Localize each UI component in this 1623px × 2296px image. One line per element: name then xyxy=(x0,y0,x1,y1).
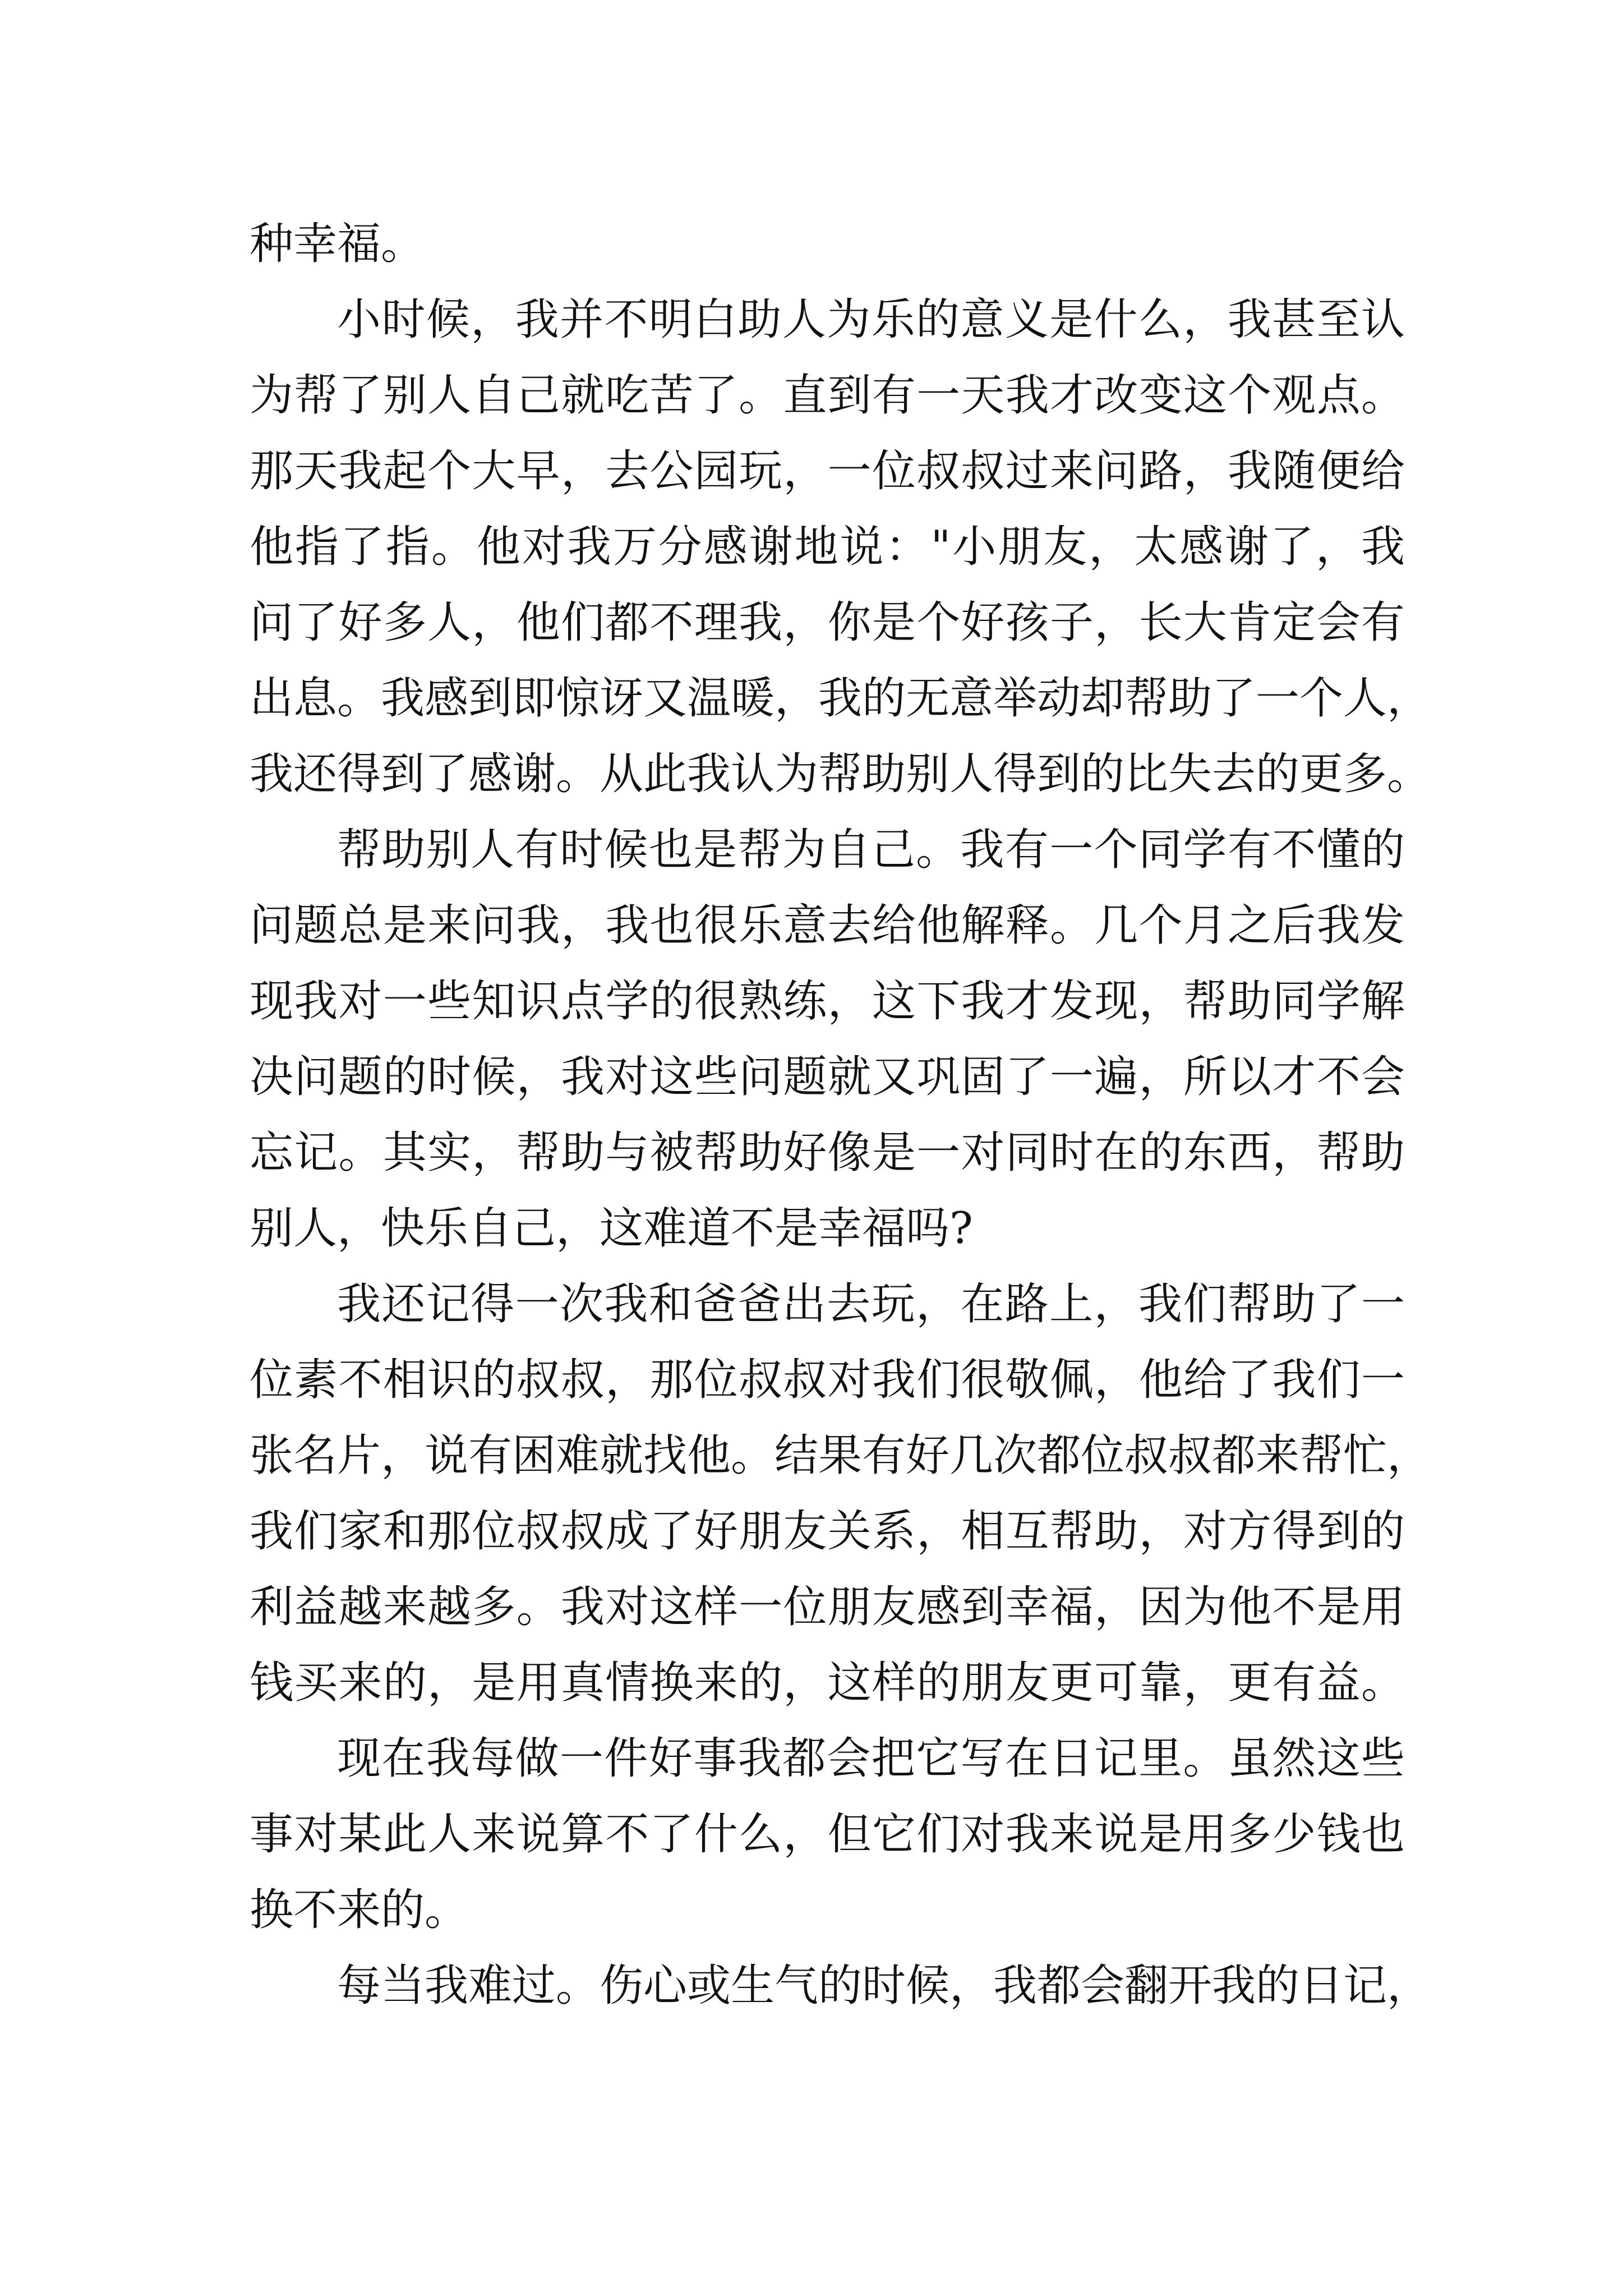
text-line: 小时候，我并不明白助人为乐的意义是什么，我甚至认 xyxy=(337,295,1405,345)
text-line: 为帮了别人自己就吃苦了。直到有一天我才改变这个观点。 xyxy=(250,370,1405,421)
text-line: 利益越来越多。我对这样一位朋友感到幸福，因为他不是用 xyxy=(250,1582,1405,1632)
text-line: 别人，快乐自己，这难道不是幸福吗? xyxy=(250,1203,973,1254)
text-line: 我还记得一次我和爸爸出去玩，在路上，我们帮助了一 xyxy=(337,1279,1405,1329)
text-line: 每当我难过。伤心或生气的时候，我都会翻开我的日记， xyxy=(337,1961,1431,2011)
text-line: 现在我每做一件好事我都会把它写在日记里。虽然这些 xyxy=(337,1733,1405,1784)
text-line: 忘记。其实，帮助与被帮助好像是一对同时在的东西，帮助 xyxy=(250,1128,1405,1178)
text-line: 他指了指。他对我万分感谢地说："小朋友，太感谢了，我 xyxy=(250,522,1405,572)
text-line: 帮助别人有时候也是帮为自己。我有一个同学有不懂的 xyxy=(337,825,1405,875)
text-line: 问题总是来问我，我也很乐意去给他解释。几个月之后我发 xyxy=(250,900,1405,951)
text-line: 问了好多人，他们都不理我，你是个好孩子，长大肯定会有 xyxy=(250,597,1405,648)
text-line: 位素不相识的叔叔，那位叔叔对我们很敬佩，他给了我们一 xyxy=(250,1355,1405,1405)
text-line: 我还得到了感谢。从此我认为帮助别人得到的比失去的更多。 xyxy=(250,749,1431,799)
text-line: 换不来的。 xyxy=(250,1885,469,1935)
text-line: 种幸福。 xyxy=(250,219,425,269)
text-line: 我们家和那位叔叔成了好朋友关系，相互帮助，对方得到的 xyxy=(250,1506,1405,1557)
text-line: 事对某此人来说算不了什么，但它们对我来说是用多少钱也 xyxy=(250,1809,1405,1860)
text-line: 现我对一些知识点学的很熟练，这下我才发现，帮助同学解 xyxy=(250,976,1405,1027)
text-line: 钱买来的，是用真情换来的，这样的朋友更可靠，更有益。 xyxy=(250,1658,1405,1708)
text-line: 出息。我感到即惊讶又温暖，我的无意举动却帮助了一个人， xyxy=(250,673,1431,724)
text-line: 那天我起个大早，去公园玩，一位叔叔过来问路，我随便给 xyxy=(250,446,1405,496)
text-line: 决问题的时候，我对这些问题就又巩固了一遍，所以才不会 xyxy=(250,1052,1405,1102)
text-line: 张名片，说有困难就找他。结果有好几次都位叔叔都来帮忙， xyxy=(250,1430,1431,1481)
